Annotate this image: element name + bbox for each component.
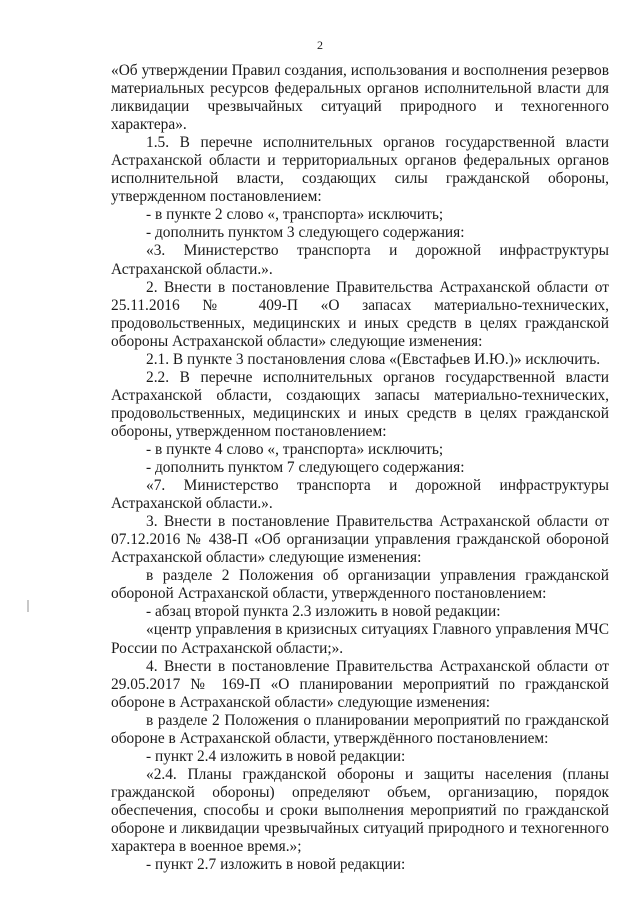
list-item-add-point-7: - дополнить пунктом 7 следующего содержания: (146, 459, 465, 477)
paragraph-4-section-2: в разделе 2 Положения о планировании мероприятий по гражданской обороне в Астраханской области, утверждённого постановлением: (111, 711, 609, 747)
list-item-point-2-3: - абзац второй пункта 2.3 изложить в новой редакции: (146, 603, 501, 621)
paragraph-1-5: 1.5. В перечне исполнительных органов государственной власти Астраханской области и территориальных органов федеральных органов исполнительной власти, создающих силы гражданской обороны, утвержденном постановлением: (111, 134, 609, 206)
quote-control-center: «центр управления в кризисных ситуациях Главного управления МЧС России по Астраханской области;». (111, 621, 609, 657)
paragraph-2-1: 2.1. В пункте 3 постановления слова «(Евстафьев И.Ю.)» исключить. (146, 350, 601, 368)
quote-point-2-4: «2.4. Планы гражданской обороны и защиты населения (планы гражданской обороны) определяют объем, организацию, порядок обеспечения, способы и сроки выполнения мероприятий по гражданской обороне и ликвидации чрезвычайных ситуаций природного и техногенного характера в военное время.»; (111, 765, 609, 856)
paragraph-2-2: 2.2. В перечне исполнительных органов государственной власти Астраханской области, создающих запасы материально-технических, продовольственных, медицинских и иных средств в целях гражданской обороны, утвержденном постановлением: (111, 368, 609, 440)
quote-point-3: «3. Министерство транспорта и дорожной инфраструктуры Астраханской области.». (111, 242, 609, 278)
list-item-point-2-7: - пункт 2.7 изложить в новой редакции: (146, 856, 406, 874)
paragraph-2: 2. Внести в постановление Правительства Астраханской области от 25.11.2016 № 409-П «О запасах материально-технических, продовольственных, медицинских и иных средств в целях гражданской обороны Астраханской области» следующие изменения: (111, 278, 609, 350)
list-item-point-2-4: - пункт 2.4 изложить в новой редакции: (146, 747, 406, 765)
scan-artifact-mark (27, 600, 29, 612)
intro-continuation-paragraph: «Об утверждении Правил создания, использования и восполнения резервов материальных ресурсов федеральных органов исполнительной власти для ликвидации чрезвычайных ситуаций природного и техногенного характера». (111, 62, 609, 134)
quote-point-7: «7. Министерство транспорта и дорожной инфраструктуры Астраханской области.». (111, 477, 609, 513)
list-item-add-point-3: - дополнить пунктом 3 следующего содержания: (146, 224, 465, 242)
list-item-point-4-exclude: - в пункте 4 слово «, транспорта» исключить; (146, 440, 444, 458)
paragraph-3-section-2: в разделе 2 Положения об организации управления гражданской обороной Астраханской области, утвержденного постановлением: (111, 567, 609, 603)
document-body (111, 62, 609, 874)
paragraph-3: 3. Внести в постановление Правительства Астраханской области от 07.12.2016 № 438-П «Об организации управления гражданской обороной Астраханской области» следующие изменения: (111, 513, 609, 567)
page-number: 2 (317, 38, 323, 52)
paragraph-4: 4. Внести в постановление Правительства Астраханской области от 29.05.2017 № 169-П «О планировании мероприятий по гражданской обороне в Астраханской области» следующие изменения: (111, 657, 609, 711)
list-item-point-2-exclude: - в пункте 2 слово «, транспорта» исключить; (146, 206, 444, 224)
